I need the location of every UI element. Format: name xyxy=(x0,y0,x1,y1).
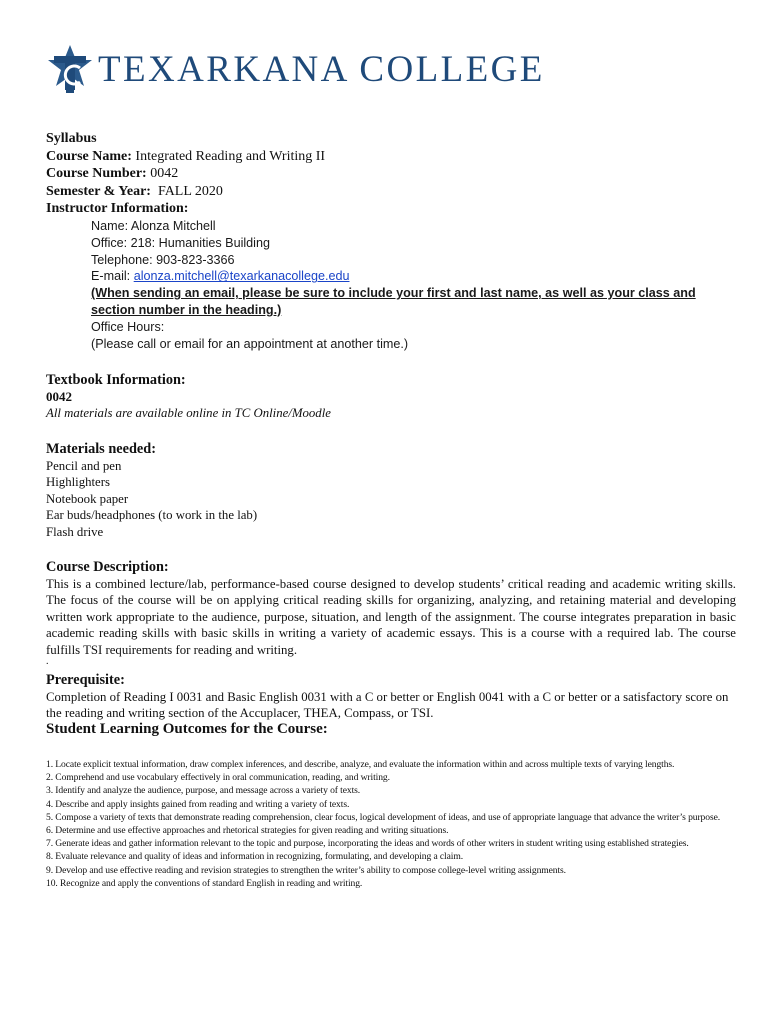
email-label: E-mail: xyxy=(91,269,134,284)
college-logo xyxy=(44,44,545,94)
college-name: TEXARKANA COLLEGE xyxy=(98,48,545,90)
instructor-name: Name: Alonza Mitchell xyxy=(91,219,216,233)
outcome-item: 10. Recognize and apply the conventions of standard English in reading and writing. xyxy=(46,877,363,889)
instructor-office: Office: 218: Humanities Building xyxy=(91,235,270,250)
outcome-item: 9. Develop and use effective reading and revision strategies to strengthen the writer’s ability to compose college-level writing assignments. xyxy=(46,864,566,876)
outcome-item: 5. Compose a variety of texts that demonstrate reading comprehension, clear focus, logical development of ideas, and use of appropriate language that advance the writer’s purpose. xyxy=(46,811,721,823)
materials-item: Notebook paper xyxy=(46,491,129,506)
stray-dot: . xyxy=(46,656,49,667)
office-hours: Office Hours: xyxy=(91,319,165,334)
email-note-line1: (When sending an email, please be sure to include your first and last name, as well as your class and xyxy=(91,286,696,301)
outcomes-list xyxy=(46,758,726,890)
instructor-email-row xyxy=(91,268,741,285)
materials-heading: Materials needed: xyxy=(46,441,156,457)
prerequisite-section xyxy=(46,672,736,722)
semester-value: FALL 2020 xyxy=(157,183,223,199)
syllabus-title: Syllabus xyxy=(46,131,97,146)
outcomes-heading: Student Learning Outcomes for the Course: xyxy=(46,721,328,737)
outcome-item: 3. Identify and analyze the audience, purpose, and message across a variety of texts. xyxy=(46,785,361,797)
textbook-section xyxy=(46,372,736,422)
course-number-label: Course Number: xyxy=(46,166,147,181)
course-name-label: Course Name: xyxy=(46,148,132,164)
instructor-label: Instructor Information: xyxy=(46,201,189,216)
appointment-note: (Please call or email for an appointment at another time.) xyxy=(91,336,409,351)
course-header xyxy=(46,130,736,218)
course-number: 0042 xyxy=(150,166,179,181)
semester-label: Semester & Year: xyxy=(46,183,151,199)
materials-item: Flash drive xyxy=(46,524,104,539)
description-heading: Course Description: xyxy=(46,559,169,575)
materials-item: Pencil and pen xyxy=(46,459,122,473)
description-text: This is a combined lecture/lab, performance-based course designed to develop students’ critical reading and academic writing skills. The focus of the course will be on applying critical reading skills for organizing, analyzing, and retaining material and developing written work appropriate to the audience, purpose, situation, and length of the assignment. The course integrates preparation in basic academic reading skills with basic skills in writing a variety of academic essays. This is a course with a required lab. The course fulfills TSI requirements for reading and writing. xyxy=(46,577,736,657)
instructor-telephone: Telephone: 903-823-3366 xyxy=(91,252,235,267)
prerequisite-text: Completion of Reading I 0031 and Basic English 0031 with a C or better or English 0041 with a C or better or a satisfactory score on the reading and writing section of the Accuplacer, THEA, Compass, or TSI. xyxy=(46,690,729,721)
outcome-item: 6. Determine and use effective approaches and rhetorical strategies for given reading and writing situations. xyxy=(46,825,449,837)
outcome-item: 2. Comprehend and use vocabulary effectively in oral communication, reading, and writing. xyxy=(46,772,390,784)
instructor-info xyxy=(91,218,741,352)
materials-section xyxy=(46,441,736,540)
textbook-note: All materials are available online in TC Online/Moodle xyxy=(46,406,331,421)
outcome-item: 8. Evaluate relevance and quality of ideas and information in recognizing, formulating, and developing a claim. xyxy=(46,851,464,863)
email-link[interactable]: alonza.mitchell@texarkanacollege.edu xyxy=(133,269,350,284)
outcome-item: 4. Describe and apply insights gained from reading and writing a variety of texts. xyxy=(46,798,350,810)
outcome-item: 7. Generate ideas and gather information relevant to the topic and purpose, incorporating the ideas and words of other writers in student writing using established strategies. xyxy=(46,838,689,850)
textbook-code: 0042 xyxy=(46,389,72,404)
materials-item: Highlighters xyxy=(46,475,110,490)
materials-item: Ear buds/headphones (to work in the lab) xyxy=(46,508,258,523)
email-note-line2: section number in the heading.) xyxy=(91,302,282,317)
prerequisite-heading: Prerequisite: xyxy=(46,672,125,688)
textbook-heading: Textbook Information: xyxy=(46,372,186,388)
course-name: Integrated Reading and Writing II xyxy=(135,148,326,164)
description-section xyxy=(46,559,736,658)
college-crest-icon xyxy=(44,44,96,94)
outcome-item: 1. Locate explicit textual information, draw complex inferences, and describe, analyze, and evaluate the information within and across multiple texts of varying lengths. xyxy=(46,759,675,770)
